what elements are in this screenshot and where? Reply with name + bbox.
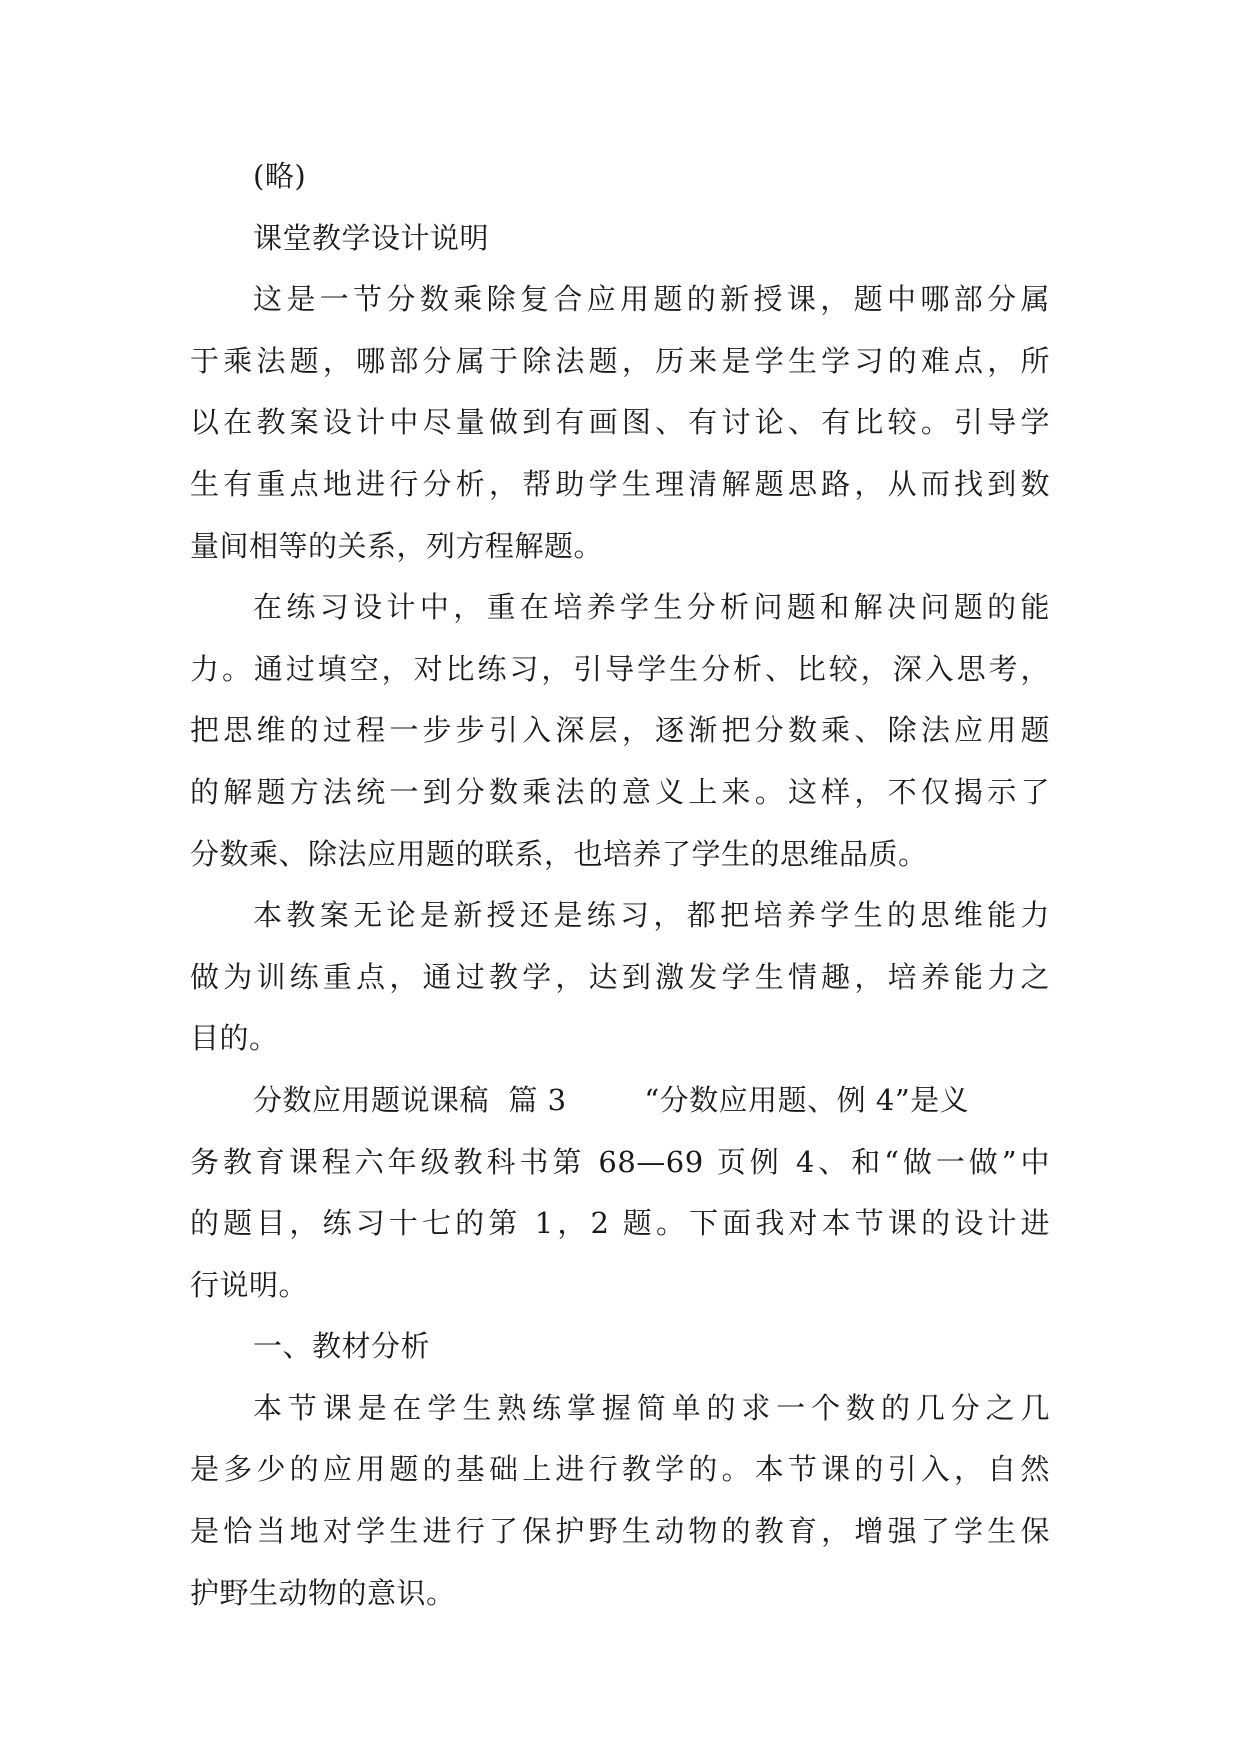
text-line: 生有重点地进行分析，帮助学生理清解题思路，从而找到数 xyxy=(190,466,1050,501)
text-line: 这是一节分数乘除复合应用题的新授课，题中哪部分属 xyxy=(253,282,1050,317)
text-line: 的题目，练习十七的第 1，2 题。下面我对本节课的设计进 xyxy=(190,1206,1050,1241)
text-line: 做为训练重点，通过教学，达到激发学生情趣，培养能力之 xyxy=(190,959,1050,994)
text-line: 护野生动物的意识。 xyxy=(190,1575,456,1610)
text-line: 分数应用题说课稿 篇 3 “分数应用题、例 4”是义 xyxy=(253,1082,970,1117)
text-line: 本教案无论是新授还是练习，都把培养学生的思维能力 xyxy=(253,898,1050,933)
text-line: 本节课是在学生熟练掌握简单的求一个数的几分之几 xyxy=(253,1390,1050,1425)
text-line: 在练习设计中，重在培养学生分析问题和解决问题的能 xyxy=(253,590,1050,625)
text-line: 分数乘、除法应用题的联系，也培养了学生的思维品质。 xyxy=(190,836,928,871)
text-line: 行说明。 xyxy=(190,1267,309,1302)
text-line: 是多少的应用题的基础上进行教学的。本节课的引入，自然 xyxy=(190,1452,1050,1487)
text-line: 是恰当地对学生进行了保护野生动物的教育，增强了学生保 xyxy=(190,1514,1050,1549)
document-body xyxy=(190,158,1050,1636)
text-line: 力。通过填空，对比练习，引导学生分析、比较，深入思考， xyxy=(190,651,1050,686)
section-heading: 一、教材分析 xyxy=(253,1329,431,1364)
text-line: 于乘法题，哪部分属于除法题，历来是学生学习的难点，所 xyxy=(190,343,1050,378)
text-line: 的解题方法统一到分数乘法的意义上来。这样，不仅揭示了 xyxy=(190,774,1050,809)
section-heading: 课堂教学设计说明 xyxy=(253,220,490,255)
text-line: 量间相等的关系，列方程解题。 xyxy=(190,528,604,563)
text-line: 务教育课程六年级教科书第 68—69 页例 4、和“做一做”中 xyxy=(190,1144,1050,1179)
text-line: 目的。 xyxy=(190,1021,279,1056)
text-line: 以在教案设计中尽量做到有画图、有讨论、有比较。引导学 xyxy=(190,405,1050,440)
text-line: (略) xyxy=(253,159,307,193)
text-line: 把思维的过程一步步引入深层，逐渐把分数乘、除法应用题 xyxy=(190,713,1050,748)
